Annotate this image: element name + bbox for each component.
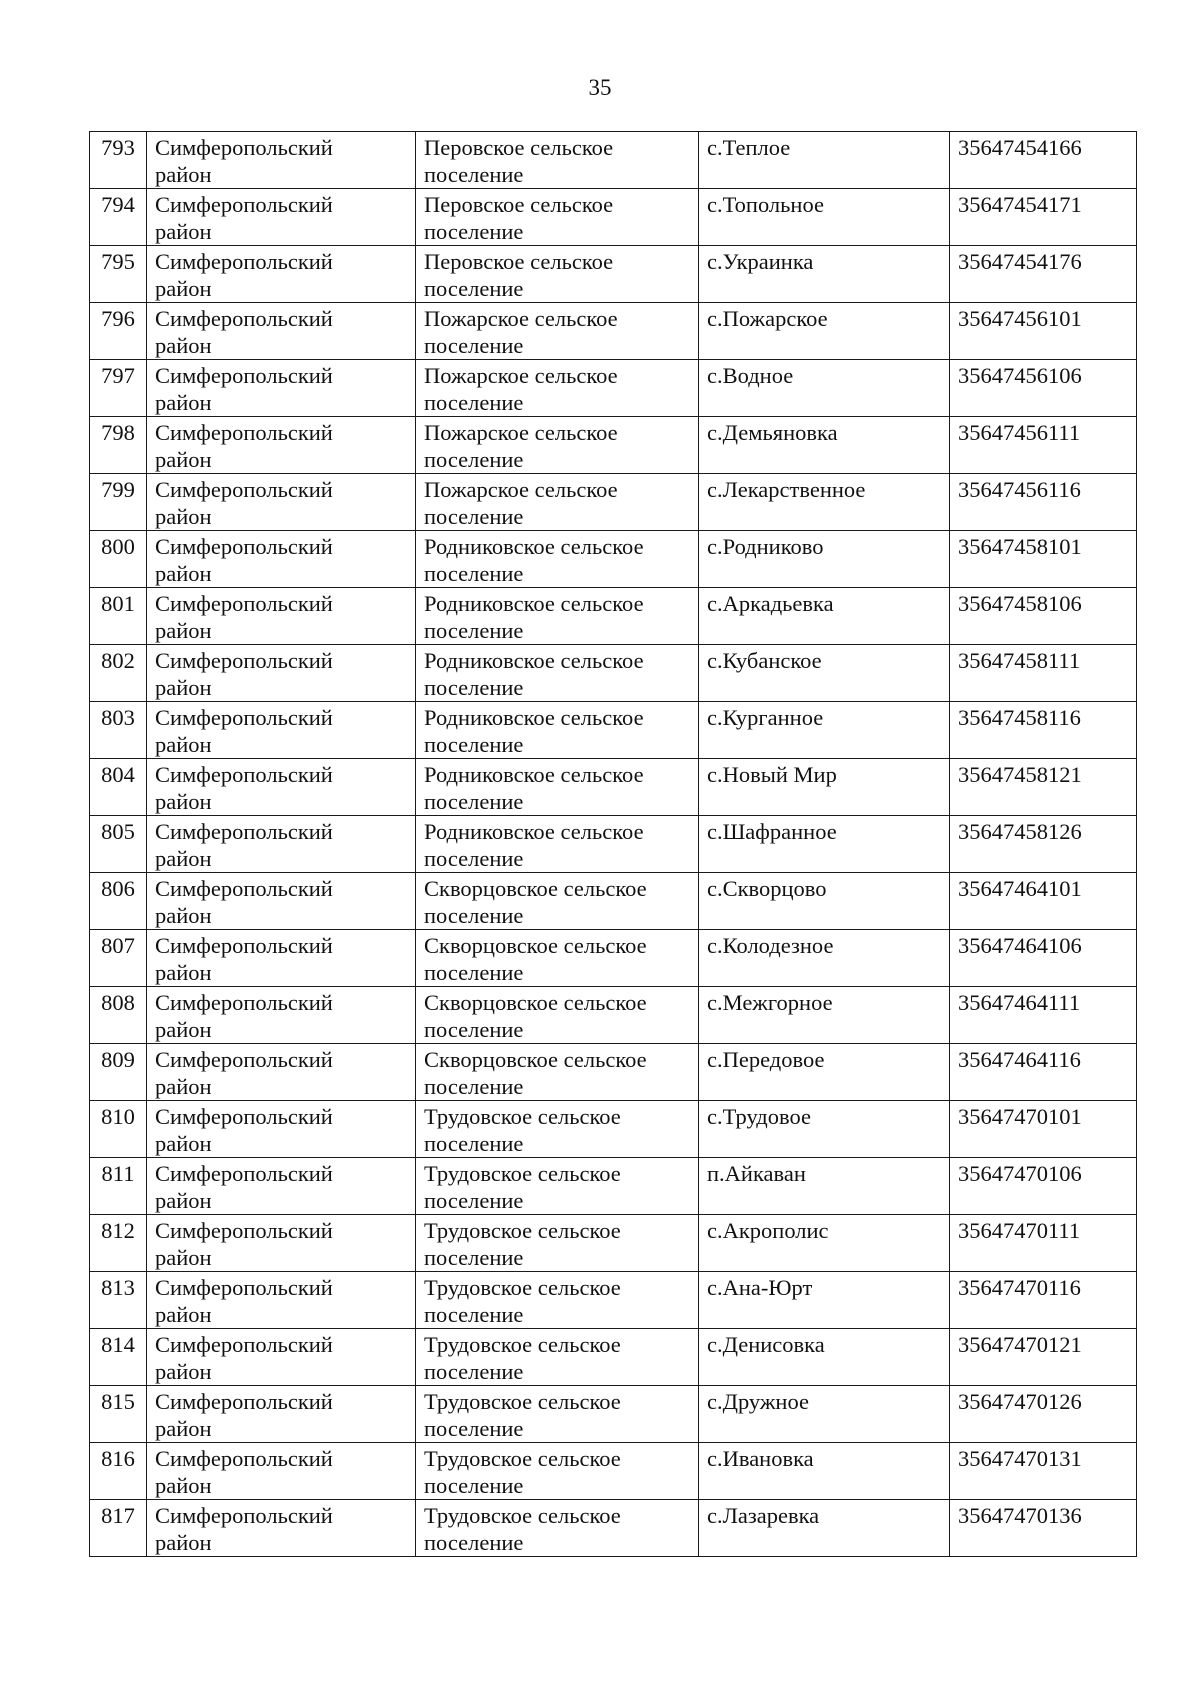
district-cell-line: Симферопольский xyxy=(155,990,333,1015)
oktmo-code-cell: 35647470101 xyxy=(950,1101,1137,1158)
settlement-cell-line: Пожарское сельское xyxy=(424,477,618,502)
locality-cell: с.Топольное xyxy=(699,189,950,246)
district-cell xyxy=(147,1329,416,1386)
row-number-cell: 796 xyxy=(90,303,147,360)
settlement-cell-line: поселение xyxy=(424,162,524,187)
oktmo-code-cell: 35647456101 xyxy=(950,303,1137,360)
oktmo-code-cell: 35647470121 xyxy=(950,1329,1137,1386)
settlement-cell-line: поселение xyxy=(424,675,524,700)
oktmo-code-cell: 35647470106 xyxy=(950,1158,1137,1215)
table-row xyxy=(90,930,1137,987)
settlement-cell-line: поселение xyxy=(424,1074,524,1099)
district-cell-line: район xyxy=(155,675,212,700)
district-cell-line: район xyxy=(155,789,212,814)
district-cell-line: Симферопольский xyxy=(155,1446,333,1471)
district-cell xyxy=(147,303,416,360)
district-cell-line: район xyxy=(155,618,212,643)
row-number-cell: 804 xyxy=(90,759,147,816)
row-number-cell: 801 xyxy=(90,588,147,645)
district-cell xyxy=(147,1044,416,1101)
settlement-cell-line: Трудовское сельское xyxy=(424,1332,621,1357)
settlement-cell xyxy=(416,1443,699,1500)
oktmo-code-cell: 35647456106 xyxy=(950,360,1137,417)
locality-cell: с.Теплое xyxy=(699,132,950,189)
oktmo-code-cell: 35647458121 xyxy=(950,759,1137,816)
oktmo-code-cell: 35647456111 xyxy=(950,417,1137,474)
settlement-cell-line: Родниковское сельское xyxy=(424,819,644,844)
row-number-cell: 808 xyxy=(90,987,147,1044)
table-row xyxy=(90,303,1137,360)
district-cell xyxy=(147,417,416,474)
district-cell-line: Симферопольский xyxy=(155,705,333,730)
district-cell-line: Симферопольский xyxy=(155,306,333,331)
locality-cell: с.Пожарское xyxy=(699,303,950,360)
oktmo-code-cell: 35647464101 xyxy=(950,873,1137,930)
locality-cell: с.Шафранное xyxy=(699,816,950,873)
table-body xyxy=(90,132,1137,1557)
oktmo-code-cell: 35647456116 xyxy=(950,474,1137,531)
oktmo-code-cell: 35647454166 xyxy=(950,132,1137,189)
district-cell-line: район xyxy=(155,1359,212,1384)
oktmo-code-cell: 35647454171 xyxy=(950,189,1137,246)
settlement-cell xyxy=(416,417,699,474)
district-cell-line: район xyxy=(155,1017,212,1042)
district-cell-line: Симферопольский xyxy=(155,933,333,958)
district-cell-line: Симферопольский xyxy=(155,1503,333,1528)
settlement-cell-line: поселение xyxy=(424,846,524,871)
locality-cell: с.Аркадьевка xyxy=(699,588,950,645)
table-row xyxy=(90,987,1137,1044)
settlement-cell xyxy=(416,1500,699,1557)
district-cell-line: Симферопольский xyxy=(155,1389,333,1414)
district-cell-line: Симферопольский xyxy=(155,1332,333,1357)
settlement-cell xyxy=(416,1272,699,1329)
district-cell-line: район xyxy=(155,504,212,529)
table-row xyxy=(90,132,1137,189)
settlement-cell-line: Родниковское сельское xyxy=(424,762,644,787)
settlement-cell xyxy=(416,987,699,1044)
district-cell-line: Симферопольский xyxy=(155,249,333,274)
row-number-cell: 802 xyxy=(90,645,147,702)
district-cell xyxy=(147,474,416,531)
district-cell-line: район xyxy=(155,1416,212,1441)
district-cell xyxy=(147,588,416,645)
settlement-cell-line: Родниковское сельское xyxy=(424,648,644,673)
table-row xyxy=(90,588,1137,645)
district-cell xyxy=(147,702,416,759)
district-cell-line: Симферопольский xyxy=(155,1161,333,1186)
row-number-cell: 807 xyxy=(90,930,147,987)
locality-cell: с.Колодезное xyxy=(699,930,950,987)
settlement-cell-line: поселение xyxy=(424,390,524,415)
settlement-cell xyxy=(416,930,699,987)
locality-cell: с.Курганное xyxy=(699,702,950,759)
locality-cell: с.Украинка xyxy=(699,246,950,303)
settlement-cell xyxy=(416,1101,699,1158)
table-row xyxy=(90,189,1137,246)
settlement-cell-line: Трудовское сельское xyxy=(424,1446,621,1471)
district-cell-line: район xyxy=(155,1302,212,1327)
district-cell-line: район xyxy=(155,1188,212,1213)
table-row xyxy=(90,474,1137,531)
district-cell-line: Симферопольский xyxy=(155,1047,333,1072)
settlement-cell xyxy=(416,1158,699,1215)
oktmo-code-cell: 35647464106 xyxy=(950,930,1137,987)
table-row xyxy=(90,1500,1137,1557)
settlement-cell-line: Пожарское сельское xyxy=(424,420,618,445)
table-row xyxy=(90,1386,1137,1443)
settlement-cell-line: поселение xyxy=(424,1359,524,1384)
settlement-cell-line: Скворцовское сельское xyxy=(424,933,647,958)
oktmo-code-cell: 35647470111 xyxy=(950,1215,1137,1272)
settlement-cell-line: поселение xyxy=(424,1245,524,1270)
settlement-cell xyxy=(416,1329,699,1386)
settlement-cell xyxy=(416,246,699,303)
settlement-cell-line: Перовское сельское xyxy=(424,192,614,217)
table-row xyxy=(90,531,1137,588)
settlement-cell xyxy=(416,588,699,645)
table-row xyxy=(90,873,1137,930)
locality-cell: с.Кубанское xyxy=(699,645,950,702)
row-number-cell: 798 xyxy=(90,417,147,474)
oktmo-code-cell: 35647458111 xyxy=(950,645,1137,702)
locality-cell: с.Лазаревка xyxy=(699,1500,950,1557)
district-cell-line: Симферопольский xyxy=(155,135,333,160)
locality-cell: с.Лекарственное xyxy=(699,474,950,531)
settlement-cell-line: Скворцовское сельское xyxy=(424,876,647,901)
row-number-cell: 803 xyxy=(90,702,147,759)
settlement-cell-line: поселение xyxy=(424,732,524,757)
locality-cell: с.Новый Мир xyxy=(699,759,950,816)
settlement-cell-line: поселение xyxy=(424,1131,524,1156)
settlement-cell-line: поселение xyxy=(424,1416,524,1441)
locality-cell: с.Демьяновка xyxy=(699,417,950,474)
oktmo-code-cell: 35647470131 xyxy=(950,1443,1137,1500)
row-number-cell: 814 xyxy=(90,1329,147,1386)
settlement-cell-line: Трудовское сельское xyxy=(424,1275,621,1300)
locality-cell: с.Водное xyxy=(699,360,950,417)
district-cell-line: Симферопольский xyxy=(155,591,333,616)
district-cell xyxy=(147,1386,416,1443)
oktmo-code-cell: 35647458116 xyxy=(950,702,1137,759)
table-row xyxy=(90,1044,1137,1101)
district-cell-line: Симферопольский xyxy=(155,477,333,502)
settlement-cell-line: Перовское сельское xyxy=(424,249,614,274)
district-cell xyxy=(147,246,416,303)
district-cell xyxy=(147,1272,416,1329)
row-number-cell: 806 xyxy=(90,873,147,930)
settlement-cell-line: поселение xyxy=(424,504,524,529)
district-cell-line: район xyxy=(155,1530,212,1555)
locality-cell: с.Акрополис xyxy=(699,1215,950,1272)
table-row xyxy=(90,1215,1137,1272)
settlement-cell-line: поселение xyxy=(424,1473,524,1498)
district-cell-line: район xyxy=(155,276,212,301)
district-cell xyxy=(147,1500,416,1557)
locality-cell: с.Передовое xyxy=(699,1044,950,1101)
district-cell-line: Симферопольский xyxy=(155,420,333,445)
row-number-cell: 805 xyxy=(90,816,147,873)
district-cell xyxy=(147,1443,416,1500)
district-cell xyxy=(147,189,416,246)
settlement-cell-line: поселение xyxy=(424,618,524,643)
district-cell-line: Симферопольский xyxy=(155,648,333,673)
table-row xyxy=(90,360,1137,417)
settlement-cell-line: поселение xyxy=(424,447,524,472)
settlement-cell-line: поселение xyxy=(424,960,524,985)
settlement-cell-line: Трудовское сельское xyxy=(424,1161,621,1186)
settlement-cell-line: поселение xyxy=(424,561,524,586)
settlement-cell-line: Родниковское сельское xyxy=(424,591,644,616)
district-cell-line: Симферопольский xyxy=(155,534,333,559)
district-cell-line: район xyxy=(155,390,212,415)
table-row xyxy=(90,1329,1137,1386)
row-number-cell: 811 xyxy=(90,1158,147,1215)
settlement-cell-line: поселение xyxy=(424,903,524,928)
settlement-cell-line: Родниковское сельское xyxy=(424,705,644,730)
settlement-cell-line: Скворцовское сельское xyxy=(424,1047,647,1072)
settlement-cell-line: поселение xyxy=(424,1188,524,1213)
settlement-cell xyxy=(416,474,699,531)
settlement-cell xyxy=(416,132,699,189)
district-cell xyxy=(147,930,416,987)
district-cell-line: район xyxy=(155,960,212,985)
locality-cell: с.Родниково xyxy=(699,531,950,588)
settlement-cell xyxy=(416,531,699,588)
table-row xyxy=(90,246,1137,303)
settlement-cell xyxy=(416,816,699,873)
row-number-cell: 813 xyxy=(90,1272,147,1329)
district-cell-line: Симферопольский xyxy=(155,819,333,844)
settlement-cell xyxy=(416,702,699,759)
row-number-cell: 815 xyxy=(90,1386,147,1443)
table-row xyxy=(90,759,1137,816)
locality-cell: п.Айкаван xyxy=(699,1158,950,1215)
district-cell-line: Симферопольский xyxy=(155,363,333,388)
settlement-cell-line: поселение xyxy=(424,1302,524,1327)
table-row xyxy=(90,645,1137,702)
district-cell xyxy=(147,759,416,816)
district-cell-line: район xyxy=(155,1074,212,1099)
table-row xyxy=(90,1158,1137,1215)
district-cell-line: район xyxy=(155,1131,212,1156)
oktmo-code-cell: 35647464116 xyxy=(950,1044,1137,1101)
district-cell xyxy=(147,873,416,930)
district-cell-line: Симферопольский xyxy=(155,1104,333,1129)
district-cell-line: Симферопольский xyxy=(155,762,333,787)
district-cell-line: район xyxy=(155,447,212,472)
table-row xyxy=(90,1101,1137,1158)
row-number-cell: 793 xyxy=(90,132,147,189)
settlement-cell xyxy=(416,645,699,702)
settlement-cell-line: Трудовское сельское xyxy=(424,1389,621,1414)
district-cell-line: район xyxy=(155,846,212,871)
settlement-cell-line: Трудовское сельское xyxy=(424,1104,621,1129)
row-number-cell: 809 xyxy=(90,1044,147,1101)
settlement-cell-line: поселение xyxy=(424,219,524,244)
district-cell-line: район xyxy=(155,162,212,187)
district-cell xyxy=(147,531,416,588)
oktmo-code-cell: 35647458106 xyxy=(950,588,1137,645)
table-row xyxy=(90,1272,1137,1329)
settlement-cell-line: Родниковское сельское xyxy=(424,534,644,559)
row-number-cell: 812 xyxy=(90,1215,147,1272)
table-row xyxy=(90,1443,1137,1500)
oktmo-code-cell: 35647454176 xyxy=(950,246,1137,303)
district-cell xyxy=(147,1158,416,1215)
settlement-cell-line: поселение xyxy=(424,276,524,301)
district-cell xyxy=(147,645,416,702)
settlement-cell-line: Трудовское сельское xyxy=(424,1503,621,1528)
district-cell-line: район xyxy=(155,219,212,244)
table-row xyxy=(90,417,1137,474)
settlement-cell xyxy=(416,1386,699,1443)
row-number-cell: 817 xyxy=(90,1500,147,1557)
settlements-table xyxy=(89,131,1137,1557)
settlement-cell-line: поселение xyxy=(424,333,524,358)
district-cell-line: район xyxy=(155,903,212,928)
district-cell xyxy=(147,360,416,417)
settlement-cell-line: Перовское сельское xyxy=(424,135,614,160)
district-cell xyxy=(147,1215,416,1272)
district-cell-line: район xyxy=(155,333,212,358)
settlement-cell-line: Пожарское сельское xyxy=(424,363,618,388)
settlement-cell-line: поселение xyxy=(424,789,524,814)
district-cell-line: район xyxy=(155,1473,212,1498)
oktmo-code-cell: 35647464111 xyxy=(950,987,1137,1044)
table-row xyxy=(90,702,1137,759)
district-cell xyxy=(147,132,416,189)
locality-cell: с.Денисовка xyxy=(699,1329,950,1386)
district-cell xyxy=(147,987,416,1044)
oktmo-code-cell: 35647470136 xyxy=(950,1500,1137,1557)
settlement-cell-line: поселение xyxy=(424,1530,524,1555)
district-cell-line: район xyxy=(155,732,212,757)
table-row xyxy=(90,816,1137,873)
row-number-cell: 794 xyxy=(90,189,147,246)
locality-cell: с.Ана-Юрт xyxy=(699,1272,950,1329)
settlement-cell-line: Скворцовское сельское xyxy=(424,990,647,1015)
settlement-cell-line: Пожарское сельское xyxy=(424,306,618,331)
oktmo-code-cell: 35647470126 xyxy=(950,1386,1137,1443)
settlement-cell xyxy=(416,303,699,360)
settlement-cell xyxy=(416,759,699,816)
row-number-cell: 810 xyxy=(90,1101,147,1158)
oktmo-code-cell: 35647470116 xyxy=(950,1272,1137,1329)
oktmo-code-cell: 35647458126 xyxy=(950,816,1137,873)
district-cell-line: Симферопольский xyxy=(155,192,333,217)
settlement-cell-line: поселение xyxy=(424,1017,524,1042)
row-number-cell: 816 xyxy=(90,1443,147,1500)
page-number: 35 xyxy=(588,75,612,100)
settlement-cell xyxy=(416,1215,699,1272)
district-cell xyxy=(147,816,416,873)
district-cell-line: Симферопольский xyxy=(155,876,333,901)
locality-cell: с.Дружное xyxy=(699,1386,950,1443)
district-cell-line: Симферопольский xyxy=(155,1275,333,1300)
locality-cell: с.Ивановка xyxy=(699,1443,950,1500)
row-number-cell: 800 xyxy=(90,531,147,588)
locality-cell: с.Трудовое xyxy=(699,1101,950,1158)
settlement-cell xyxy=(416,189,699,246)
locality-cell: с.Скворцово xyxy=(699,873,950,930)
district-cell-line: район xyxy=(155,561,212,586)
district-cell-line: район xyxy=(155,1245,212,1270)
district-cell-line: Симферопольский xyxy=(155,1218,333,1243)
settlement-cell xyxy=(416,360,699,417)
settlement-cell xyxy=(416,1044,699,1101)
row-number-cell: 795 xyxy=(90,246,147,303)
settlement-cell-line: Трудовское сельское xyxy=(424,1218,621,1243)
oktmo-code-cell: 35647458101 xyxy=(950,531,1137,588)
district-cell xyxy=(147,1101,416,1158)
locality-cell: с.Межгорное xyxy=(699,987,950,1044)
row-number-cell: 799 xyxy=(90,474,147,531)
settlement-cell xyxy=(416,873,699,930)
row-number-cell: 797 xyxy=(90,360,147,417)
